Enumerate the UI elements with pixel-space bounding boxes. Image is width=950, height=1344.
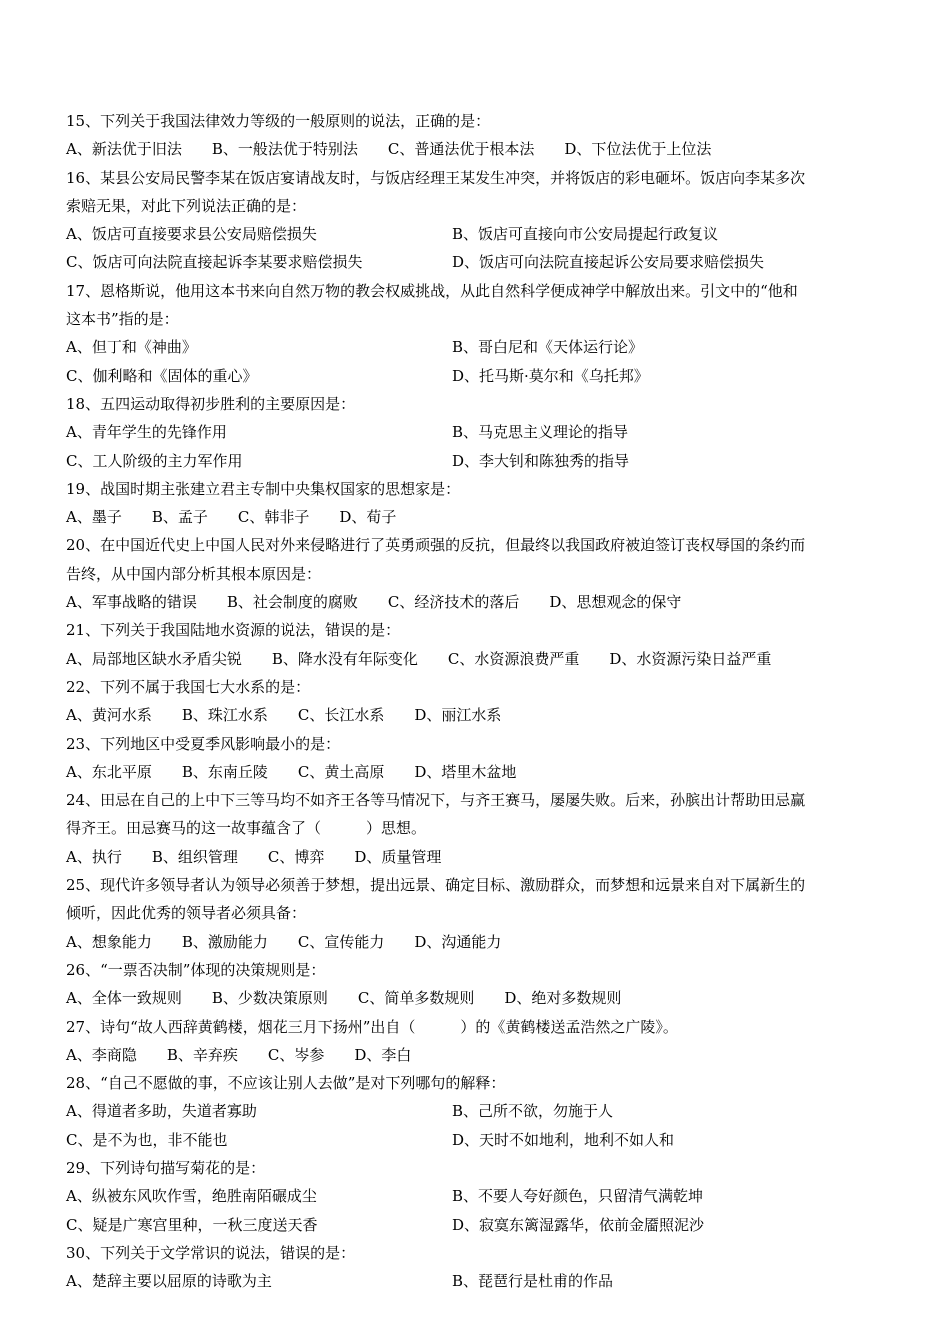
option-b: B、激励能力 <box>181 932 268 951</box>
question-q17 <box>66 277 890 390</box>
question-stem-line: 20、在中国近代史上中国人民对外来侵略进行了英勇顽强的反抗，但最终以我国政府被迫签订丧权辱国的条约而 <box>66 536 806 555</box>
options-row <box>66 1267 890 1295</box>
option-c: C、博弈 <box>267 847 325 866</box>
option-b: B、琵琶行是杜甫的作品 <box>452 1272 614 1291</box>
question-q21 <box>66 616 890 673</box>
option-d: D、质量管理 <box>354 847 442 866</box>
question-q29 <box>66 1154 890 1239</box>
option-a: A、青年学生的先锋作用 <box>66 423 227 442</box>
option-a: A、局部地区缺水矛盾尖锐 <box>66 649 242 668</box>
question-stem-line: 26、“一票否决制”体现的决策规则是： <box>66 960 326 979</box>
option-d: D、下位法优于上位法 <box>564 140 712 159</box>
option-b: B、孟子 <box>151 508 208 527</box>
option-d: D、沟通能力 <box>414 932 502 951</box>
question-stem-line: 27、诗句“故人西辞黄鹤楼，烟花三月下扬州”出自（ ）的《黄鹤楼送孟浩然之广陵》。 <box>66 1017 678 1036</box>
option-a: A、全体一致规则 <box>66 989 182 1008</box>
options-row <box>66 1126 890 1154</box>
option-d: D、饭店可向法院直接起诉公安局要求赔偿损失 <box>452 253 765 272</box>
option-a: A、新法优于旧法 <box>66 140 182 159</box>
question-q28 <box>66 1069 890 1154</box>
option-d: D、托马斯·莫尔和《乌托邦》 <box>452 366 649 385</box>
option-d: D、荀子 <box>339 508 397 527</box>
option-a: A、东北平原 <box>66 762 152 781</box>
option-c: C、经济技术的落后 <box>387 593 520 612</box>
option-b: B、珠江水系 <box>181 706 268 725</box>
option-c: C、工人阶级的主力军作用 <box>66 451 243 470</box>
option-c: C、黄土高原 <box>297 762 385 781</box>
option-a: A、军事战略的错误 <box>66 593 197 612</box>
option-c: C、水资源浪费严重 <box>447 649 580 668</box>
question-stem-line: 25、现代许多领导者认为领导必须善于梦想，提出远景、确定目标、激励群众，而梦想和远景来自对下属新生的 <box>66 876 806 895</box>
question-stem-line: 索赔无果，对此下列说法正确的是： <box>66 196 307 215</box>
option-a: A、但丁和《神曲》 <box>66 338 197 357</box>
question-q25 <box>66 871 890 956</box>
option-b: B、不要人夸好颜色，只留清气满乾坤 <box>452 1187 704 1206</box>
option-c: C、长江水系 <box>297 706 385 725</box>
option-b: B、马克思主义理论的指导 <box>452 423 629 442</box>
question-stem-line: 29、下列诗句描写菊花的是： <box>66 1158 266 1177</box>
option-b: B、己所不欲，勿施于人 <box>452 1102 614 1121</box>
question-stem-line: 15、下列关于我国法律效力等级的一般原则的说法，正确的是： <box>66 112 491 130</box>
option-a: A、墨子 <box>66 508 122 527</box>
option-b: B、一般法优于特别法 <box>211 140 358 159</box>
option-c: C、饭店可向法院直接起诉李某要求赔偿损失 <box>66 253 363 272</box>
option-a: A、得道者多助，失道者寡助 <box>66 1102 257 1121</box>
options-row <box>66 220 890 248</box>
option-b: B、组织管理 <box>151 847 238 866</box>
question-stem-line: 23、下列地区中受夏季风影响最小的是： <box>66 734 341 753</box>
option-b: B、降水没有年际变化 <box>271 649 418 668</box>
option-a: A、饭店可直接要求县公安局赔偿损失 <box>66 225 317 244</box>
question-stem-line: 16、某县公安局民警李某在饭店宴请战友时，与饭店经理王某发生冲突，并将饭店的彩电砸坏。饭店向李某多次 <box>66 168 806 187</box>
options-row <box>66 843 890 871</box>
options-row <box>66 447 890 475</box>
option-d: D、绝对多数规则 <box>504 989 622 1008</box>
option-a: A、李商隐 <box>66 1045 137 1064</box>
question-stem-line: 17、恩格斯说，他用这本书来向自然万物的教会权威挑战，从此自然科学便成神学中解放出来。引文中的“他和 <box>66 281 798 300</box>
question-list <box>66 107 890 1295</box>
question-q16 <box>66 164 890 277</box>
question-stem-line: 倾听，因此优秀的领导者必须具备： <box>66 904 307 923</box>
options-row <box>66 928 890 956</box>
option-a: A、纵被东风吹作雪，绝胜南陌碾成尘 <box>66 1187 317 1206</box>
options-row <box>66 1182 890 1210</box>
options-row <box>66 645 890 673</box>
option-b: B、饭店可直接向市公安局提起行政复议 <box>452 225 719 244</box>
options-row <box>66 1041 890 1069</box>
options-row <box>66 362 890 390</box>
option-c: C、简单多数规则 <box>357 989 475 1008</box>
option-d: D、思想观念的保守 <box>549 593 682 612</box>
option-a: A、想象能力 <box>66 932 152 951</box>
options-row <box>66 588 890 616</box>
question-q26 <box>66 956 890 1013</box>
option-d: D、李白 <box>354 1045 412 1064</box>
option-b: B、少数决策原则 <box>211 989 328 1008</box>
option-c: C、普通法优于根本法 <box>387 140 535 159</box>
question-stem-line: 22、下列不属于我国七大水系的是： <box>66 677 311 696</box>
options-row <box>66 248 890 276</box>
option-d: D、天时不如地利，地利不如人和 <box>452 1130 675 1149</box>
option-c: C、宣传能力 <box>297 932 385 951</box>
question-q27 <box>66 1013 890 1070</box>
question-q20 <box>66 531 890 616</box>
option-c: C、岑参 <box>267 1045 325 1064</box>
question-stem-line: 18、五四运动取得初步胜利的主要原因是： <box>66 394 356 413</box>
option-a: A、楚辞主要以屈原的诗歌为主 <box>66 1272 272 1291</box>
question-stem-line: 得齐王。田忌赛马的这一故事蕴含了（ ）思想。 <box>66 819 427 838</box>
options-row <box>66 503 890 531</box>
question-stem-line: 告终，从中国内部分析其根本原因是： <box>66 564 322 583</box>
question-stem-line: 30、下列关于文学常识的说法，错误的是： <box>66 1243 356 1262</box>
question-q30 <box>66 1239 890 1296</box>
question-stem-line: 24、田忌在自己的上中下三等马均不如齐王各等马情况下，与齐王赛马，屡屡失败。后来，孙膑出计帮助田忌赢 <box>66 791 806 810</box>
question-stem-line: 28、“自己不愿做的事，不应该让别人去做”是对下列哪句的解释： <box>66 1074 506 1093</box>
option-c: C、伽利略和《固体的重心》 <box>66 366 258 385</box>
option-d: D、丽江水系 <box>414 706 502 725</box>
options-row <box>66 333 890 361</box>
option-d: D、李大钊和陈独秀的指导 <box>452 451 630 470</box>
option-b: B、社会制度的腐败 <box>226 593 358 612</box>
options-row <box>66 1097 890 1125</box>
options-row <box>66 1211 890 1239</box>
option-d: D、水资源污染日益严重 <box>609 649 772 668</box>
question-stem-line: 这本书”指的是： <box>66 310 179 329</box>
question-stem-line: 19、战国时期主张建立君主专制中央集权国家的思想家是： <box>66 479 461 498</box>
option-d: D、寂寞东篱湿露华，依前金靥照泥沙 <box>452 1215 705 1234</box>
question-stem-line: 21、下列关于我国陆地水资源的说法，错误的是： <box>66 621 401 640</box>
option-d: D、塔里木盆地 <box>414 762 517 781</box>
option-a: A、黄河水系 <box>66 706 152 725</box>
question-q24 <box>66 786 890 871</box>
option-a: A、执行 <box>66 847 122 866</box>
question-q18 <box>66 390 890 475</box>
option-c: C、韩非子 <box>237 508 310 527</box>
option-c: C、是不为也，非不能也 <box>66 1130 228 1149</box>
options-row <box>66 984 890 1012</box>
option-b: B、辛弃疾 <box>166 1045 238 1064</box>
options-row <box>66 758 890 786</box>
question-q15 <box>66 107 890 164</box>
options-row <box>66 701 890 729</box>
option-b: B、东南丘陵 <box>181 762 268 781</box>
question-q23 <box>66 730 890 787</box>
options-row <box>66 135 890 163</box>
option-c: C、疑是广寒宫里种，一秋三度送天香 <box>66 1215 318 1234</box>
option-b: B、哥白尼和《天体运行论》 <box>452 338 644 357</box>
options-row <box>66 418 890 446</box>
question-q22 <box>66 673 890 730</box>
question-q19 <box>66 475 890 532</box>
